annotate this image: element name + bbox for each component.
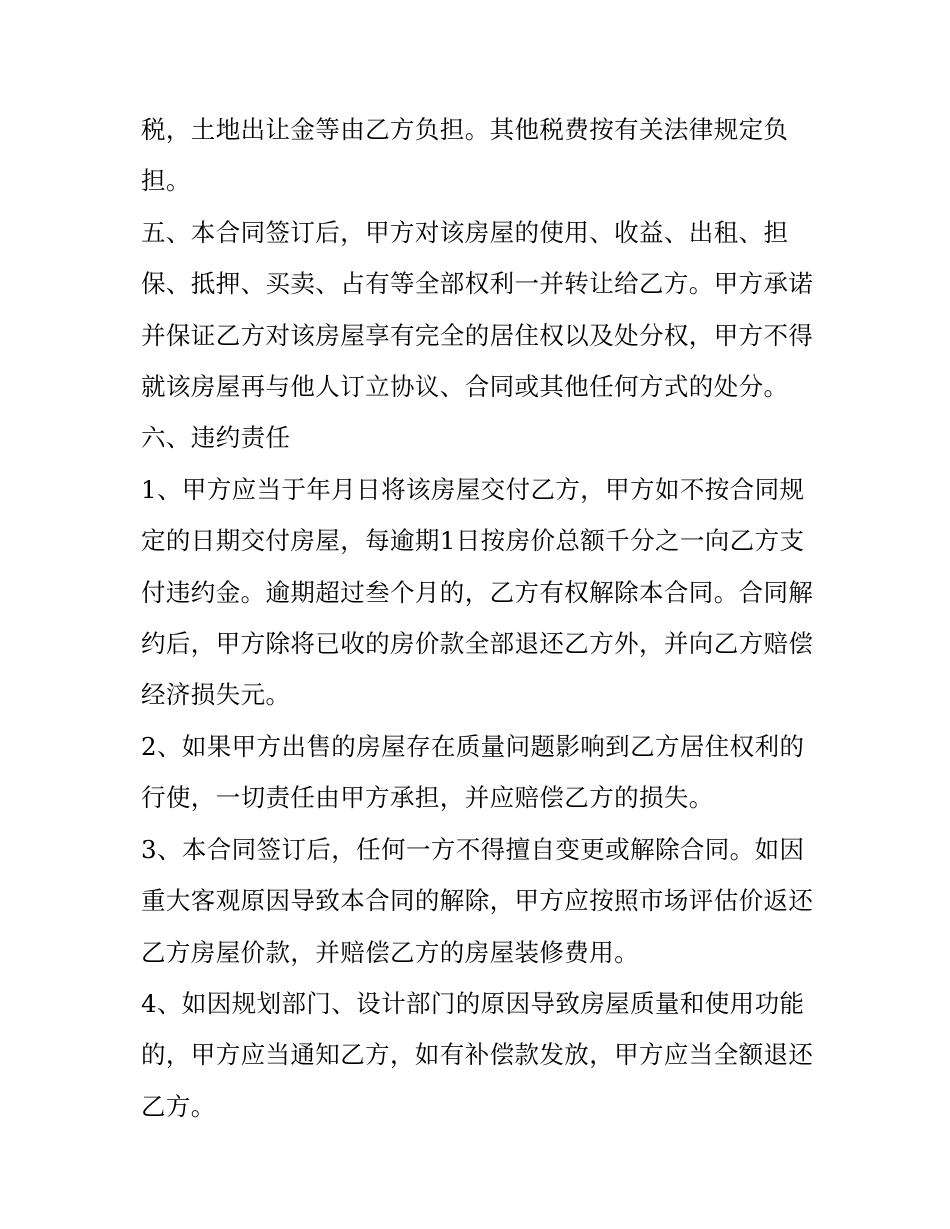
paragraph-item-2: 2、如果甲方出售的房屋存在质量问题影响到乙方居住权利的行使，一切责任由甲方承担，并应赔偿乙方的损失。 [141, 731, 805, 813]
document-body [141, 104, 821, 1132]
section-heading-breach-liability: 六、违约责任 [141, 423, 291, 453]
paragraph-clause-five: 五、本合同签订后，甲方对该房屋的使用、收益、出租、担保、抵押、买卖、占有等全部权利一并转让给乙方。甲方承诺并保证乙方对该房屋享有完全的居住权以及处分权，甲方不得就该房屋再与他人订立协议、合同或其他任何方式的处分。 [141, 217, 814, 402]
paragraph-tax-continuation: 税，土地出让金等由乙方负担。其他税费按有关法律规定负担。 [141, 115, 789, 196]
paragraph-item-4: 4、如因规划部门、设计部门的原因导致房屋质量和使用功能的，甲方应当通知乙方，如有补偿款发放，甲方应当全额退还乙方。 [141, 988, 814, 1121]
paragraph-item-1: 1、甲方应当于年月日将该房屋交付乙方，甲方如不按合同规定的日期交付房屋，每逾期1日按房价总额千分之一向乙方支付违约金。逾期超过叁个月的，乙方有权解除本合同。合同解约后，甲方除将已收的房价款全部退还乙方外，并向乙方赔偿经济损失元。 [141, 474, 814, 710]
paragraph-item-3: 3、本合同签订后，任何一方不得擅自变更或解除合同。如因重大客观原因导致本合同的解除，甲方应按照市场评估价返还乙方房屋价款，并赔偿乙方的房屋装修费用。 [141, 834, 814, 967]
